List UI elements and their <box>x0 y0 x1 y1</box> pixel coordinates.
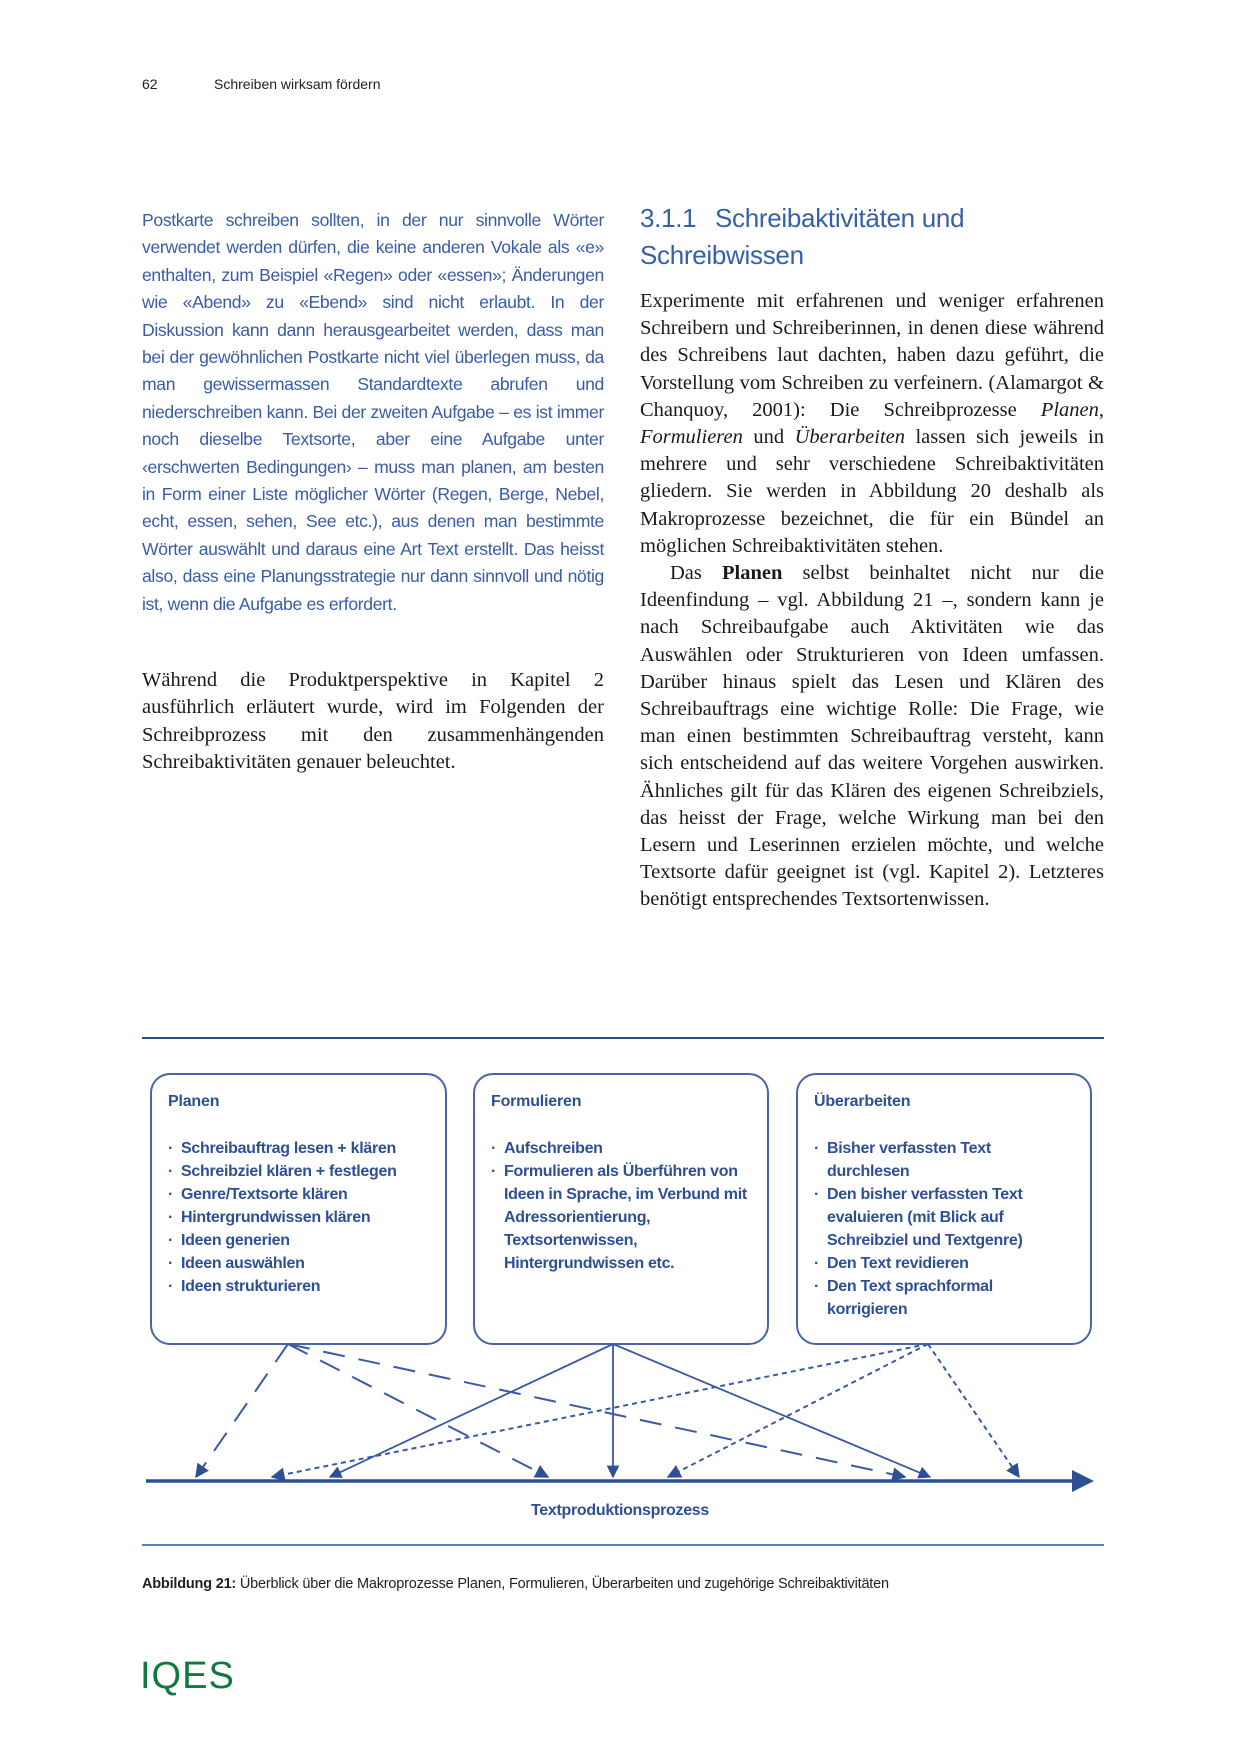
planen-arrows <box>196 1344 905 1477</box>
figure-caption <box>142 1576 889 1592</box>
figure-top-rule <box>142 1037 1104 1039</box>
section-number: 3.1.1 <box>640 203 697 233</box>
timeline-arrowhead-icon <box>1072 1470 1094 1492</box>
ueberarbeiten-arrows <box>272 1344 1019 1477</box>
list-item: · Den bisher verfassten Text evaluieren (mit Blick auf Schreibziel und Textgenre) <box>814 1183 1074 1252</box>
list-item: · Aufschreiben <box>491 1137 751 1160</box>
caption-label: Abbildung 21: <box>142 1576 237 1592</box>
example-paragraph: Postkarte schreiben sollten, in der nur sinnvolle Wörter verwendet werden dürfen, die keine anderen Vokale als «e» enthalten, zum Beispiel «Regen» oder «essen»; Änderungen wie «Abend» zu «Ebend» sind nicht erlaubt. In der Diskussion kann dann herausgearbeitet werden, dass man bei der gewöhnlichen Postkarte nicht viel überlegen muss, da man gewissermassen Standardtexte abrufen und niederschreiben kann. Bei der zweiten Aufgabe – es ist immer noch dieselbe Textsorte, aber eine Aufgabe unter ‹erschwerten Bedingungen› – muss man planen, am besten in Form einer Liste möglicher Wörter (Regen, Berge, Nebel, echt, essen, sehen, See etc.), aus denen man bestimmte Wörter auswählt und daraus eine Art Text erstellt. Das heisst also, dass eine Planungsstrategie nur dann sinnvoll und nötig ist, wenn die Aufgabe es erfordert. <box>142 210 604 614</box>
body-paragraph-2 <box>640 560 1104 914</box>
running-title: Schreiben wirksam fördern <box>214 76 381 92</box>
italic-term: Überarbeiten <box>794 426 906 449</box>
text-run: Experimente mit erfahrenen und weniger erfahrenen Schreibern und Schreiberinnen, in denen diese während des Schreibens laut dachten, haben dazu geführt, die Vorstellung vom Schreiben zu verfeinern. (Alamargot & Chanquoy, 2001): Die Schreibprozesse <box>640 290 1104 421</box>
list-item: · Formulieren als Überführen von Ideen in Sprache, im Verbund mit Adressorientierung, Textsortenwissen, Hintergrundwissen etc. <box>491 1160 751 1275</box>
right-column <box>640 200 1104 914</box>
box-planen <box>150 1073 447 1345</box>
formulieren-arrows <box>330 1344 930 1477</box>
page-number: 62 <box>142 76 158 92</box>
intro-paragraph: Während die Produktperspektive in Kapitel 2 ausführlich erläutert wurde, wird im Folgenden der Schreibprozess mit den zusammenhängenden Schreibaktivitäten genauer beleuchtet. <box>142 669 604 773</box>
list-item: · Ideen generien <box>168 1229 429 1252</box>
box-title: Formulieren <box>491 1093 582 1110</box>
list-item: · Genre/Textsorte klären <box>168 1183 429 1206</box>
activity-list <box>814 1137 1074 1321</box>
box-ueberarbeiten <box>796 1073 1092 1345</box>
bold-term: Planen <box>722 562 783 585</box>
activity-list <box>168 1137 429 1298</box>
section-heading <box>640 200 1104 274</box>
left-column <box>142 207 604 618</box>
list-item: · Ideen strukturieren <box>168 1275 429 1298</box>
activity-list <box>491 1137 751 1275</box>
box-title: Überarbeiten <box>814 1093 911 1110</box>
italic-term: Planen, Formulieren <box>640 398 1104 449</box>
list-item: · Den Text sprachformal korrigieren <box>814 1275 1074 1321</box>
list-item: · Bisher verfassten Text durchlesen <box>814 1137 1074 1183</box>
list-item: · Ideen auswählen <box>168 1252 429 1275</box>
box-title: Planen <box>168 1093 220 1110</box>
body-paragraph-1 <box>640 288 1104 560</box>
list-item: · Schreibziel klären + festlegen <box>168 1160 429 1183</box>
figure-bottom-rule <box>142 1544 1104 1546</box>
list-item: · Schreibauftrag lesen + klären <box>168 1137 429 1160</box>
list-item: · Den Text revidieren <box>814 1252 1074 1275</box>
text-run: selbst beinhaltet nicht nur die Ideenfindung – vgl. Abbildung 21 –, sondern kann je nach Schreibaufgabe auch Aktivitäten wie das Auswählen oder Strukturieren von Ideen umfassen. Darüber hinaus spielt das Lesen und Klären des Schreibauftrags eine wichtige Rolle: Die Frage, wie man einen bestimmten Schreibauftrag versteht, kann sich entscheidend auf das weitere Vorgehen auswirken. Ähnliches gilt für das Klären des eigenen Schreibziels, das heisst der Frage, welche Wirkung man bei den Lesern und Leserinnen erzielen möchte, und welche Textsorte dafür geeignet ist (vgl. Kapitel 2). Letzteres benötigt entsprechendes Textsortenwissen. <box>640 562 1104 911</box>
running-head <box>142 76 381 92</box>
text-run: lassen sich jeweils in mehrere und sehr verschiedene Schreibaktivitäten gliedern. Sie werden in Abbildung 20 deshalb als Makroprozesse bezeichnet, die für ein Bündel an möglichen Schreibaktivitäten stehen. <box>640 426 1105 557</box>
axis-label: Textproduktionsprozess <box>530 1502 710 1519</box>
section-title: Schreibaktivitäten und Schreibwissen <box>640 203 965 270</box>
caption-text: Überblick über die Makroprozesse Planen, Formulieren, Überarbeiten und zugehörige Schreibaktivitäten <box>236 1576 889 1592</box>
text-run: und <box>742 426 795 449</box>
iqes-logo: IQES <box>140 1655 235 1697</box>
box-formulieren <box>473 1073 769 1345</box>
text-run: Das <box>670 562 723 585</box>
list-item: · Hintergrundwissen klären <box>168 1206 429 1229</box>
